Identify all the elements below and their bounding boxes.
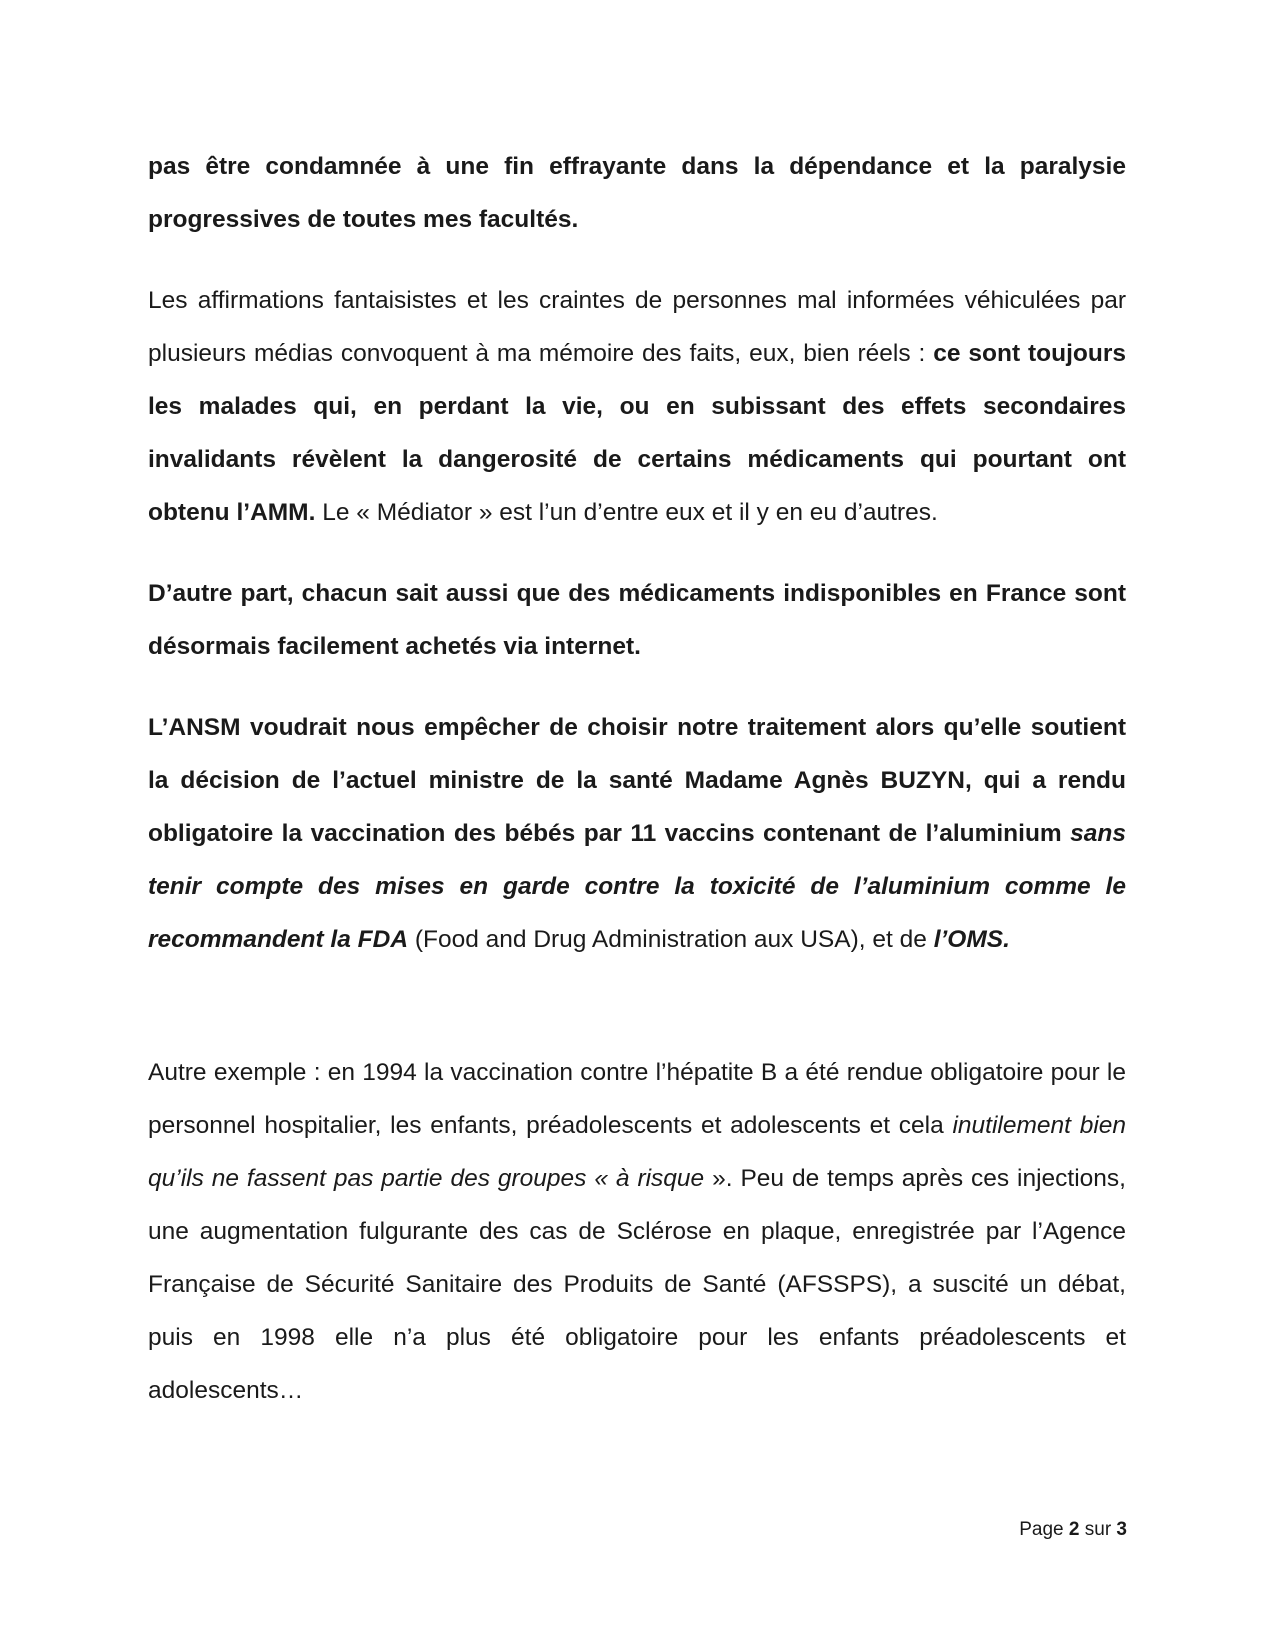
paragraph-5-tail-text: ». Peu de temps après ces injections, une augmentation fulgurante des cas de Sclérose en plaque, enregistrée par l’Agence Française de Sécurité Sanitaire des Produits de Santé (AFSSPS), a suscité un débat, puis en 1998 elle n’a plus été obligatoire pour les enfants préadolescents et adolescents… bbox=[148, 1165, 1126, 1404]
of-label: sur bbox=[1079, 1519, 1117, 1540]
page-number-footer bbox=[1019, 1518, 1127, 1542]
paragraph-5-italic-text: inutilement bien qu’ils ne fassent pas partie des groupes « à risque bbox=[148, 1112, 1127, 1192]
paragraph-5-text: Autre exemple : en 1994 la vaccination contre l’hépatite B a été rendue obligatoire pour le personnel hospitalier, les enfants, préadolescents et adolescents et cela bbox=[148, 1059, 1126, 1139]
paragraph-2-bold-text: ce sont toujours les malades qui, en perdant la vie, ou en subissant des effets secondaires invalidants révèlent la dangerosité de certains médicaments qui pourtant ont obtenu l’AMM. bbox=[148, 340, 1126, 526]
paragraph-3 bbox=[148, 567, 1126, 673]
paragraph-4-bold-text: L’ANSM voudrait nous empêcher de choisir notre traitement alors qu’elle soutient la décision de l’actuel ministre de la santé Madame Agnès BUZYN, qui a rendu obligatoire la vaccination des bébés par 11 vaccins contenant de l’aluminium bbox=[148, 714, 1126, 847]
paragraph-4-bold-italic-text: sans tenir compte des mises en garde contre la toxicité de l’aluminium comme le recommandent la FDA bbox=[148, 820, 1126, 953]
total-pages-number: 3 bbox=[1116, 1519, 1127, 1540]
paragraph-1-text: pas être condamnée à une fin effrayante dans la dépendance et la paralysie progressives de toutes mes facultés. bbox=[148, 153, 1126, 233]
paragraph-2-tail-text: Le « Médiator » est l’un d’entre eux et il y en eu d’autres. bbox=[315, 499, 938, 526]
paragraph-4-oms-text: l’OMS. bbox=[933, 926, 1010, 953]
paragraph-2 bbox=[148, 274, 1126, 539]
paragraph-2-text: Les affirmations fantaisistes et les craintes de personnes mal informées véhiculées par plusieurs médias convoquent à ma mémoire des faits, eux, bien réels : bbox=[148, 287, 1126, 367]
document-body bbox=[148, 140, 1126, 1445]
paragraph-1 bbox=[148, 140, 1126, 246]
paragraph-spacer bbox=[148, 994, 1126, 1046]
paragraph-5 bbox=[148, 1046, 1126, 1417]
paragraph-4 bbox=[148, 701, 1126, 966]
paragraph-3-text: D’autre part, chacun sait aussi que des médicaments indisponibles en France sont désormais facilement achetés via internet. bbox=[148, 580, 1126, 660]
current-page-number: 2 bbox=[1068, 1519, 1080, 1540]
paragraph-4-plain-text: (Food and Drug Administration aux USA), et de bbox=[408, 926, 934, 953]
page-label: Page bbox=[1019, 1519, 1069, 1540]
